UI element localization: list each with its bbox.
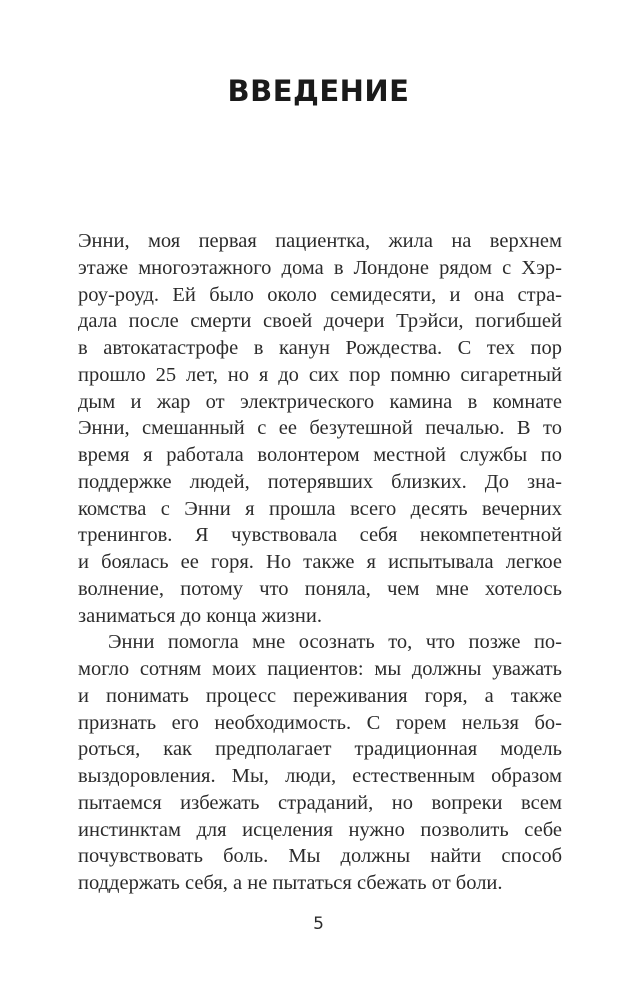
text-line: Энни помогла мне осознать то, что позже по- <box>108 631 562 654</box>
text-line: признать его необходимость. С горем нельзя бо- <box>78 711 562 734</box>
text-line: могло сотням моих пациентов: мы должны уважать <box>78 658 562 680</box>
chapter-title: ВВЕДЕНИЕ <box>227 74 410 108</box>
text-line: время я работала волонтером местной службы по <box>78 444 562 466</box>
paragraph <box>78 228 562 629</box>
text-line: инстинктам для исцеления нужно позволить себе <box>78 818 562 841</box>
text-line: и понимать процесс переживания горя, а также <box>78 684 562 707</box>
text-line: дым и жар от электрического камина в комнате <box>78 390 562 413</box>
text-line: комства с Энни я прошла всего десять вечерних <box>78 497 562 520</box>
text-line: поддержке людей, потерявших близких. До зна- <box>78 470 562 493</box>
text-line: Энни, смешанный с ее безутешной печалью. В то <box>78 417 562 440</box>
text-line: и боялась ее горя. Но также я испытывала легкое <box>78 551 562 573</box>
text-line: пытаемся избежать страданий, но вопреки всем <box>78 791 562 814</box>
text-line: почувствовать боль. Мы должны найти способ <box>78 845 562 868</box>
text-line: выздоровления. Мы, люди, естественным образом <box>78 765 562 787</box>
text-line: заниматься до конца жизни. <box>78 604 322 627</box>
text-line: дала после смерти своей дочери Трэйси, погибшей <box>78 310 562 333</box>
text-line: в автокатастрофе в канун Рождества. С тех пор <box>78 337 562 359</box>
text-line: роться, как предполагает традиционная модель <box>78 738 562 761</box>
text-line: роу-роуд. Ей было около семидесяти, и она стра- <box>78 283 562 306</box>
text-line: прошло 25 лет, но я до сих пор помню сигаретный <box>78 363 562 386</box>
text-line: волнение, потому что поняла, чем мне хотелось <box>78 577 562 600</box>
text-line: этаже многоэтажного дома в Лондоне рядом с Хэр- <box>78 256 562 279</box>
body-text <box>78 228 562 897</box>
paragraph <box>78 629 562 897</box>
page-number: 5 <box>313 914 324 934</box>
text-line: Энни, моя первая пациентка, жила на верхнем <box>78 230 562 252</box>
text-line: поддержать себя, а не пытаться сбежать от боли. <box>78 872 503 894</box>
text-line: тренингов. Я чувствовала себя некомпетентной <box>78 524 562 547</box>
